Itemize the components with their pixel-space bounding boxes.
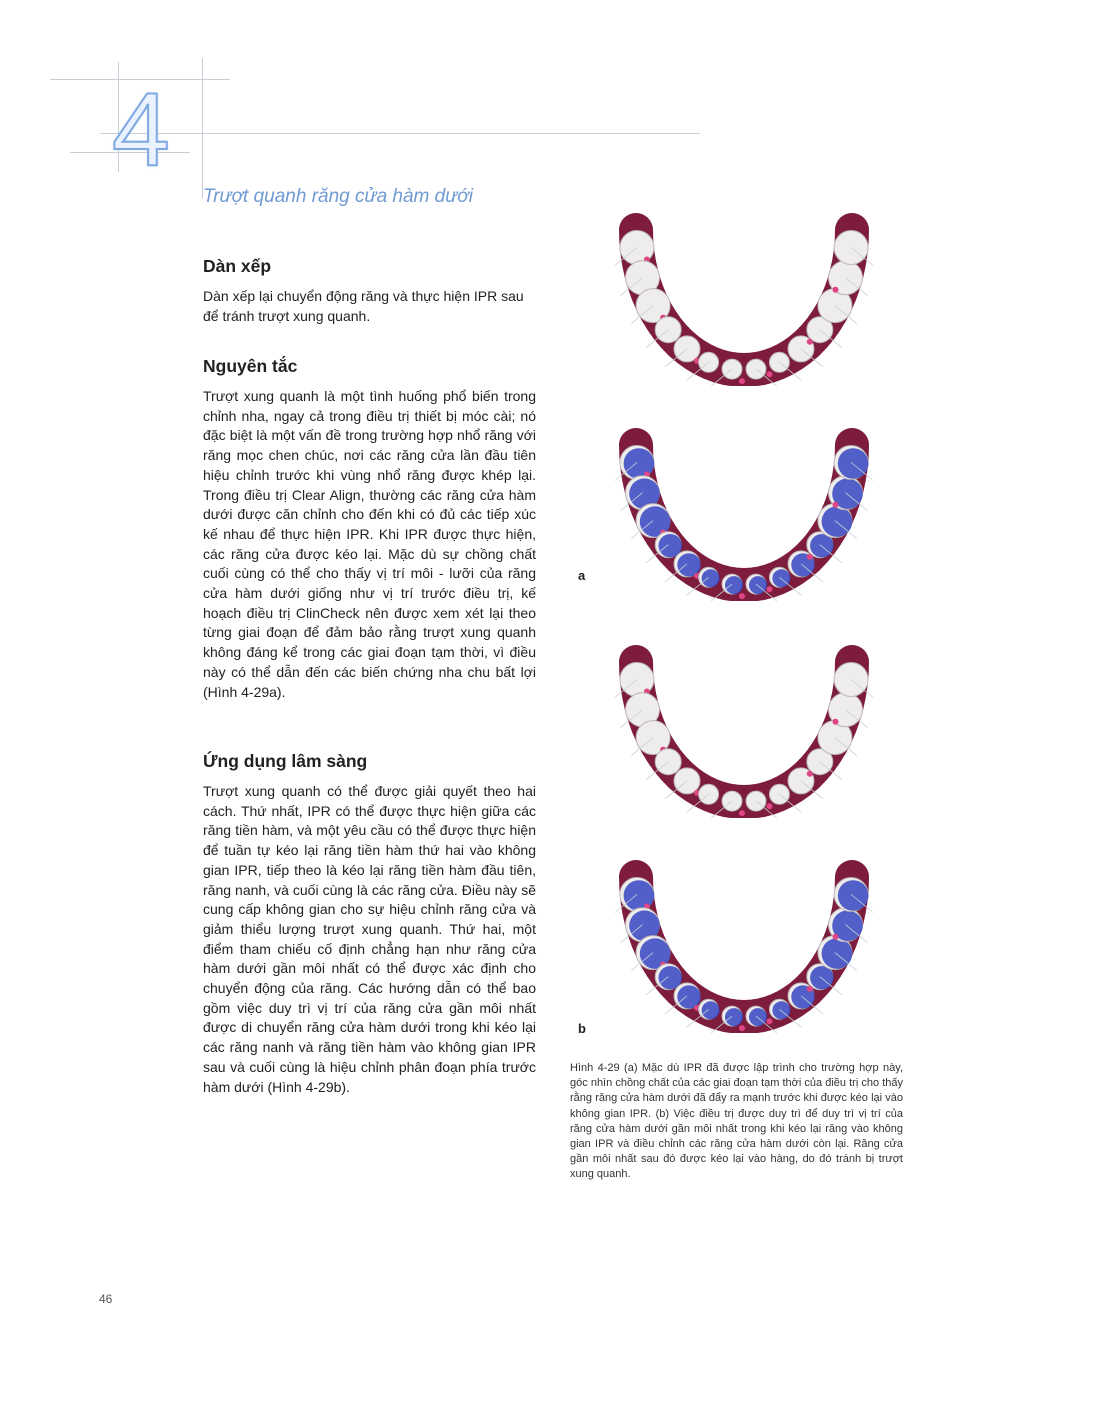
arch-image-1 <box>606 190 882 391</box>
gum-marker <box>833 287 839 293</box>
section-body: Trượt xung quanh có thể được giải quyết theo hai cách. Thứ nhất, IPR có thể được thực hiện giữa các răng tiền hàm, và một yêu cầu có thể được thực hiện để tuần tự kéo lại răng tiền hàm thứ hai vào không gian IPR, tiếp theo là kéo lại răng tiền hàm đầu tiên, răng nanh, và cuối cùng là các răng cửa. Điều này sẽ cung cấp không gian cho sự hiệu chỉnh răng cửa và giảm thiểu lượng trượt xung quanh. Thứ hai, một điểm tham chiếu cố định chẳng hạn như răng cửa hàm dưới gần môi nhất có thể được xác định cho chuyển động của răng. Các hướng dẫn có thể bao gồm việc duy trì vị trí của răng cửa gần môi nhất được di chuyển răng cửa hàm dưới trong khi kéo lại các răng nanh và răng tiền hàm vào không gian IPR sau và cuối cùng là hiệu chỉnh phân đoạn phía trước hàm dưới (Hình 4-29b). <box>203 783 536 1095</box>
section-title: Trượt quanh răng cửa hàm dưới <box>203 186 473 207</box>
figure-label-b: b <box>578 1021 586 1036</box>
gum-marker <box>766 803 772 809</box>
gum-marker <box>739 810 745 816</box>
section-dan-xep <box>203 256 536 326</box>
gum-marker <box>807 986 813 992</box>
header-rule-main <box>100 133 700 134</box>
gum-marker <box>766 1018 772 1024</box>
tooth <box>834 231 868 265</box>
section-body: Dàn xếp lại chuyển động răng và thực hiện IPR sau để tránh trượt xung quanh. <box>203 288 524 324</box>
arch-image-3 <box>606 622 882 823</box>
dental-arch-figure <box>606 190 882 1038</box>
gum-marker <box>807 339 813 345</box>
tooth <box>722 791 742 811</box>
gum-marker <box>833 934 839 940</box>
overlay-tooth <box>725 576 743 594</box>
overlay-tooth <box>810 534 833 557</box>
section-heading: Nguyên tắc <box>203 356 298 376</box>
gum-marker <box>807 771 813 777</box>
chapter-number: 4 <box>112 72 170 188</box>
overlay-tooth <box>822 938 853 969</box>
figure-label-a: a <box>578 568 586 583</box>
arch-svg <box>606 622 882 818</box>
gum-marker <box>833 719 839 725</box>
gum-marker <box>739 593 745 599</box>
overlay-tooth <box>838 448 869 479</box>
overlay-tooth <box>822 506 853 537</box>
tooth <box>746 791 766 811</box>
overlay-tooth <box>810 966 833 989</box>
section-heading: Ứng dụng lâm sàng <box>203 751 368 771</box>
gum-marker <box>807 554 813 560</box>
overlay-tooth <box>838 880 869 911</box>
gum-marker <box>766 586 772 592</box>
arch-image-2 <box>606 405 882 606</box>
section-body: Trượt xung quanh là một tình huống phổ biến trong chỉnh nha, ngay cả trong điều trị thiết bị móc cài; nó đặc biệt là một vấn đề trong trường hợp nhổ răng với răng mọc chen chúc, nơi các răng cửa lần đầu tiên hiệu chỉnh trước khi vùng nhổ răng được khép lại. Trong điều trị Clear Align, thường các răng cửa hàm dưới được căn chỉnh cho đến khi có đủ các tiếp xúc kế nhau để thực hiện IPR. Khi IPR được thực hiện, các răng cửa được kéo lại. Mặc dù sự chồng chất cuối cùng có thể cho thấy vị trí môi - lưỡi của răng cửa hàm dưới giống như vị trí trước điều trị, kế hoạch điều trị ClinCheck nên được xem xét lại theo từng giai đoạn để đảm bảo rằng trượt xung quanh không đáng kể trong các giai đoạn tạm thời, vì điều này có thể dẫn đến các biến chứng nha chu bất lợi (Hình 4-29a). <box>203 388 536 700</box>
overlay-tooth <box>725 1008 743 1026</box>
gum-marker <box>739 378 745 384</box>
figure-caption: Hình 4-29 (a) Mặc dù IPR đã được lập trình cho trường hợp này, góc nhìn chồng chất của các giai đoạn tạm thời của điều trị cho thấy rằng răng cửa hàm dưới đã đẩy ra mạnh trước khi được kéo lại vào không gian IPR. (b) Việc điều trị được duy trì để duy trì vị trí của răng cửa hàm dưới gần môi nhất trong khi kéo lại răng vào không gian IPR và điều chỉnh các răng cửa hàm dưới còn lại. Răng cửa gần môi nhất sau đó được kéo lại vào hàng, do đó tránh bị trượt xung quanh. <box>570 1062 903 1181</box>
tooth <box>834 663 868 697</box>
page-number: 46 <box>99 1292 113 1306</box>
arch-svg <box>606 837 882 1033</box>
section-ung-dung <box>203 751 536 1097</box>
section-heading: Dàn xếp <box>203 256 272 276</box>
gum-marker <box>766 371 772 377</box>
overlay-tooth <box>702 1001 720 1019</box>
arch-image-4 <box>606 837 882 1038</box>
overlay-tooth <box>702 569 720 587</box>
arch-svg <box>606 190 882 386</box>
section-nguyen-tac <box>203 356 536 702</box>
gum-marker <box>739 1025 745 1031</box>
arch-svg <box>606 405 882 601</box>
header-rule-v2 <box>202 58 203 198</box>
gum-marker <box>833 502 839 508</box>
